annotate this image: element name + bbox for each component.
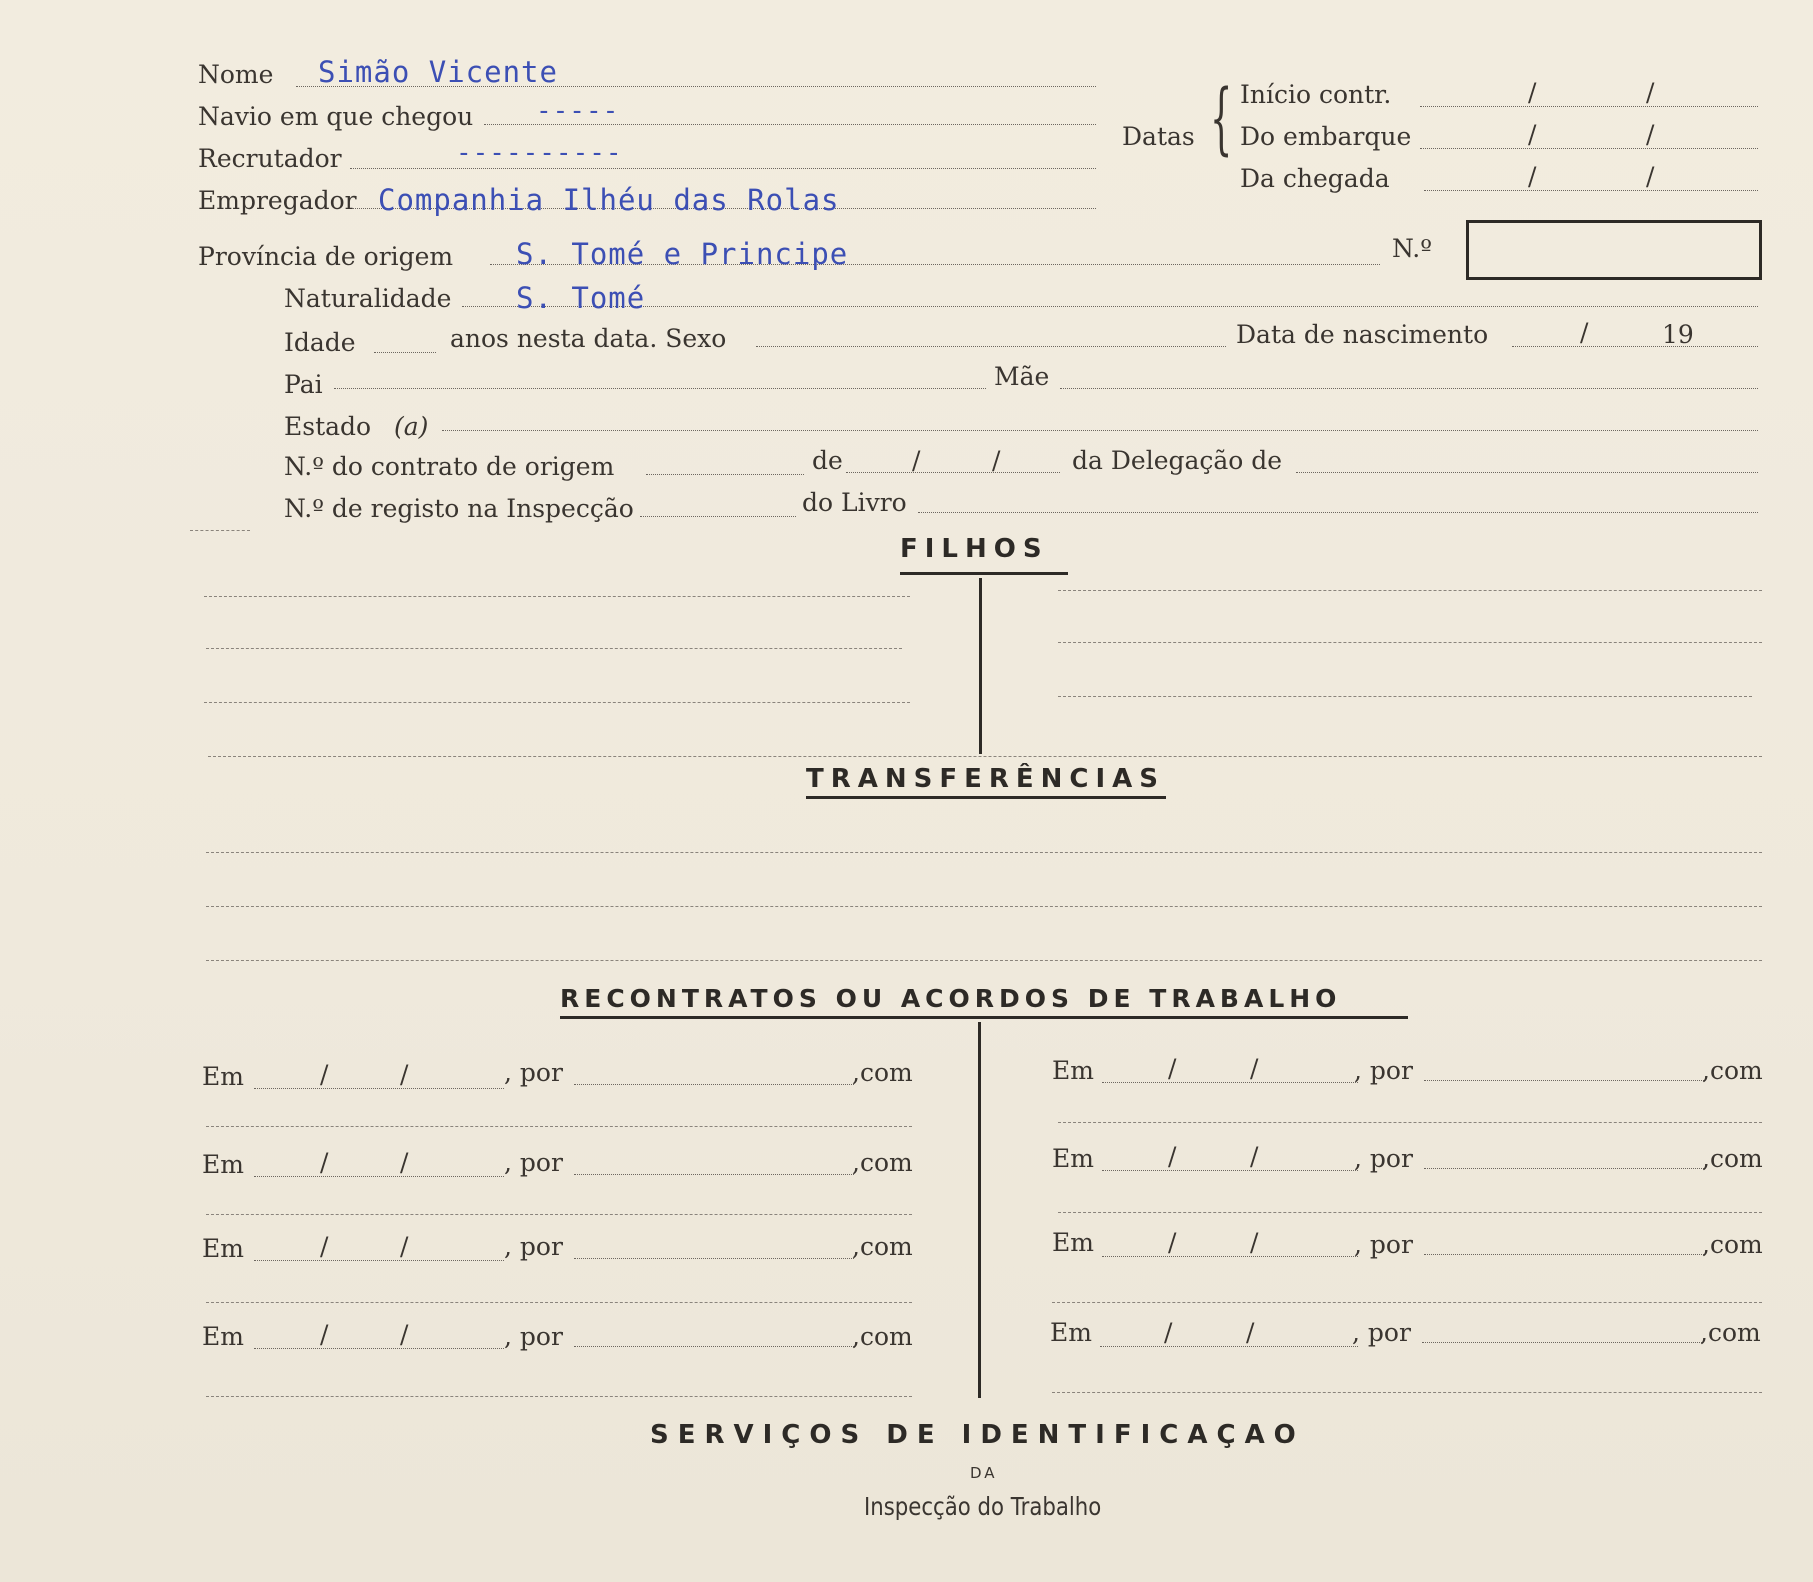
naturalidade-value[interactable]: S. Tomé	[516, 281, 646, 315]
footer-da: DA	[970, 1464, 998, 1482]
recontrato-por-label: , por	[1354, 1056, 1413, 1085]
recontrato-com-label: ,com	[1702, 1230, 1763, 1259]
date-slash: /	[1250, 1142, 1259, 1171]
livro-line[interactable]	[918, 512, 1758, 513]
date-slash: /	[1528, 78, 1537, 107]
registo-line[interactable]	[640, 516, 796, 517]
recontratos-heading: RECONTRATOS OU ACORDOS DE TRABALHO	[560, 984, 1342, 1013]
nome-label: Nome	[198, 60, 274, 89]
recontrato-em-label: Em	[202, 1062, 244, 1091]
provincia-value[interactable]: S. Tomé e Principe	[516, 237, 849, 271]
contrato-label: N.º do contrato de origem	[284, 452, 615, 481]
date-slash: /	[1646, 162, 1655, 191]
date-slash: /	[400, 1060, 409, 1089]
transferencias-heading: TRANSFERÊNCIAS	[806, 764, 1166, 794]
numero-label: N.º	[1392, 234, 1432, 263]
filhos-line-right[interactable]	[1058, 642, 1762, 643]
recontrato-por-line[interactable]	[574, 1258, 854, 1259]
date-slash: /	[320, 1320, 329, 1349]
recrutador-value[interactable]: ----------	[456, 138, 623, 168]
nascimento-year-prefix: 19	[1662, 320, 1694, 349]
recontrato-detail-line[interactable]	[1058, 1212, 1762, 1213]
recontrato-por-line[interactable]	[1422, 1342, 1702, 1343]
nascimento-label: Data de nascimento	[1236, 320, 1489, 349]
nome-value[interactable]: Simão Vicente	[318, 55, 558, 89]
embarque-line[interactable]	[1420, 148, 1758, 149]
transferencias-underline	[806, 796, 1166, 799]
recontrato-em-label: Em	[1052, 1144, 1094, 1173]
recontrato-por-line[interactable]	[574, 1174, 854, 1175]
delegacao-label: da Delegação de	[1072, 446, 1283, 475]
date-slash: /	[400, 1148, 409, 1177]
filhos-heading: FILHOS	[900, 534, 1049, 564]
navio-value[interactable]: -----	[536, 96, 620, 126]
recontratos-underline	[560, 1016, 1408, 1019]
date-slash: /	[1646, 78, 1655, 107]
recontrato-em-label: Em	[1052, 1228, 1094, 1257]
pai-label: Pai	[284, 370, 323, 399]
recontrato-por-line[interactable]	[574, 1346, 854, 1347]
mae-line[interactable]	[1060, 388, 1758, 389]
recontrato-por-label: , por	[1354, 1144, 1413, 1173]
date-slash: /	[400, 1320, 409, 1349]
recontrato-por-label: , por	[1354, 1230, 1413, 1259]
filhos-line-right[interactable]	[1058, 590, 1762, 591]
recontrato-date-line[interactable]	[254, 1348, 504, 1349]
date-slash: /	[1246, 1318, 1255, 1347]
recontrato-date-line[interactable]	[254, 1260, 504, 1261]
empregador-label: Empregador	[198, 186, 357, 215]
recontrato-por-line[interactable]	[574, 1084, 854, 1085]
recontrato-date-line[interactable]	[1100, 1346, 1358, 1347]
recontrato-detail-line[interactable]	[1052, 1302, 1762, 1303]
recontrato-com-label: ,com	[852, 1058, 913, 1087]
datas-brace: {	[1210, 74, 1233, 164]
filhos-line-left[interactable]	[204, 596, 910, 597]
inicio-contr-label: Início contr.	[1240, 80, 1392, 109]
recontrato-date-line[interactable]	[1102, 1170, 1358, 1171]
anos-sexo-label: anos nesta data. Sexo	[450, 324, 727, 353]
estado-note: (a)	[394, 412, 429, 441]
datas-label: Datas	[1122, 122, 1195, 151]
recontrato-detail-line[interactable]	[206, 1126, 912, 1127]
date-slash: /	[1528, 162, 1537, 191]
recrutador-line	[350, 168, 1096, 169]
date-slash: /	[1168, 1228, 1177, 1257]
date-slash: /	[320, 1232, 329, 1261]
sexo-line[interactable]	[756, 346, 1226, 347]
idade-line[interactable]	[374, 352, 436, 353]
recontrato-por-label: , por	[504, 1232, 563, 1261]
date-slash: /	[912, 446, 921, 475]
recontrato-detail-line[interactable]	[206, 1302, 912, 1303]
filhos-line-full[interactable]	[208, 756, 1762, 757]
idade-label: Idade	[284, 328, 356, 357]
recontrato-por-label: , por	[1352, 1318, 1411, 1347]
stray-mark	[190, 530, 250, 531]
transferencias-line[interactable]	[206, 852, 1762, 853]
recontrato-date-line[interactable]	[1102, 1256, 1358, 1257]
recontrato-por-label: , por	[504, 1148, 563, 1177]
servicos-title: SERVIÇOS DE IDENTIFICAÇAO	[650, 1420, 1305, 1450]
livro-label: do Livro	[802, 488, 907, 517]
estado-line[interactable]	[442, 430, 1758, 431]
recontrato-em-label: Em	[1050, 1318, 1092, 1347]
inicio-contr-line[interactable]	[1420, 106, 1758, 107]
recontrato-por-label: , por	[504, 1322, 563, 1351]
recontrato-por-line[interactable]	[1424, 1080, 1704, 1081]
recontrato-por-label: , por	[504, 1058, 563, 1087]
filhos-line-right[interactable]	[1058, 696, 1752, 697]
date-slash: /	[1168, 1054, 1177, 1083]
navio-label: Navio em que chegou	[198, 102, 474, 131]
date-slash: /	[320, 1060, 329, 1089]
recontrato-date-line[interactable]	[254, 1088, 504, 1089]
recontrato-detail-line[interactable]	[206, 1214, 912, 1215]
date-slash: /	[992, 446, 1001, 475]
embarque-label: Do embarque	[1240, 122, 1412, 151]
delegacao-line[interactable]	[1296, 472, 1758, 473]
numero-box[interactable]	[1466, 220, 1762, 280]
date-slash: /	[1250, 1054, 1259, 1083]
provincia-label: Província de origem	[198, 242, 454, 271]
contrato-date-line[interactable]	[846, 472, 1060, 473]
date-slash: /	[320, 1148, 329, 1177]
recontrato-em-label: Em	[202, 1322, 244, 1351]
recontrato-por-line[interactable]	[1424, 1168, 1704, 1169]
recontrato-em-label: Em	[202, 1150, 244, 1179]
filhos-line-left[interactable]	[204, 702, 910, 703]
inspeccao-subtitle: Inspecção do Trabalho	[864, 1492, 1102, 1521]
recontrato-com-label: ,com	[852, 1148, 913, 1177]
recontrato-com-label: ,com	[1702, 1056, 1763, 1085]
registo-label: N.º de registo na Inspecção	[284, 494, 634, 523]
recrutador-label: Recrutador	[198, 144, 342, 173]
transferencias-line[interactable]	[206, 906, 1762, 907]
recontrato-com-label: ,com	[852, 1232, 913, 1261]
date-slash: /	[1528, 120, 1537, 149]
filhos-divider	[979, 578, 982, 754]
recontrato-com-label: ,com	[1702, 1144, 1763, 1173]
nascimento-line[interactable]	[1512, 346, 1758, 347]
date-slash: /	[1168, 1142, 1177, 1171]
estado-label: Estado	[284, 412, 372, 441]
chegada-label: Da chegada	[1240, 164, 1390, 193]
date-slash: /	[400, 1232, 409, 1261]
filhos-line-left[interactable]	[206, 648, 902, 649]
mae-label: Mãe	[994, 362, 1050, 391]
recontrato-date-line[interactable]	[254, 1176, 504, 1177]
recontrato-em-label: Em	[1052, 1056, 1094, 1085]
contrato-de-label: de	[812, 446, 843, 475]
empregador-value[interactable]: Companhia Ilhéu das Rolas	[378, 183, 840, 217]
date-slash: /	[1580, 318, 1589, 347]
date-slash: /	[1646, 120, 1655, 149]
recontrato-detail-line[interactable]	[1058, 1122, 1762, 1123]
date-slash: /	[1164, 1318, 1173, 1347]
transferencias-line[interactable]	[206, 960, 1762, 961]
recontrato-detail-line[interactable]	[206, 1396, 912, 1397]
naturalidade-line	[462, 306, 1758, 307]
naturalidade-label: Naturalidade	[284, 284, 452, 313]
recontrato-date-line[interactable]	[1102, 1082, 1358, 1083]
recontrato-por-line[interactable]	[1424, 1254, 1704, 1255]
recontratos-divider	[978, 1022, 981, 1398]
recontrato-com-label: ,com	[852, 1322, 913, 1351]
filhos-underline	[900, 572, 1068, 575]
contrato-line[interactable]	[646, 474, 804, 475]
chegada-line[interactable]	[1424, 190, 1758, 191]
recontrato-em-label: Em	[202, 1234, 244, 1263]
pai-line[interactable]	[334, 388, 986, 389]
recontrato-com-label: ,com	[1700, 1318, 1761, 1347]
recontrato-detail-line[interactable]	[1052, 1392, 1762, 1393]
date-slash: /	[1250, 1228, 1259, 1257]
